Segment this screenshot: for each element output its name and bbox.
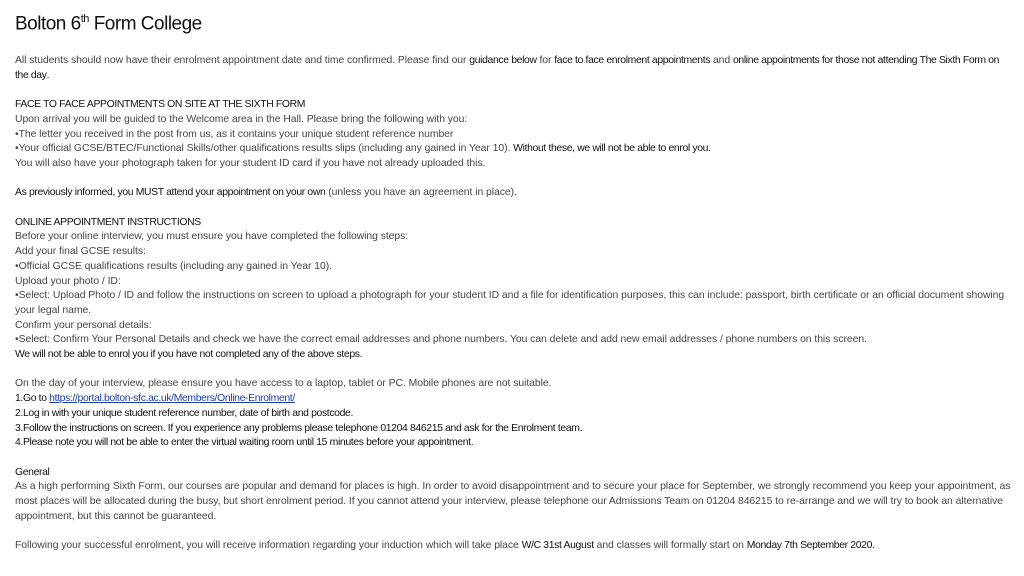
informed-bold: As previously informed, you MUST attend your appointment on your own xyxy=(15,187,326,199)
document-body xyxy=(15,54,1015,554)
face-line: You will also have your photograph taken for your student ID card if you have not already uploaded this. xyxy=(15,157,486,169)
informed-paragraph xyxy=(15,186,1015,201)
intro-text: . xyxy=(46,69,50,81)
step-text: 1.Go to xyxy=(15,393,50,405)
online-line: •Select: Upload Photo / ID and follow the instructions on screen to upload a photograph for your student ID and a file for identification purposes, this can include: passport, birth certificate or an official document showing your legal name. xyxy=(15,290,1005,316)
face-bullet xyxy=(15,142,1015,157)
closing-paragraph xyxy=(15,539,1015,554)
closing-text: Following your successful enrolment, you will receive information regarding your induction which will take place xyxy=(15,540,522,552)
closing-text: and classes will formally start on xyxy=(593,540,747,552)
online-line: Before your online interview, you must ensure you have completed the following steps: xyxy=(15,231,409,243)
online-line: Upload your photo / ID: xyxy=(15,275,121,287)
day-step-2: 2.Log in with your unique student reference number, date of birth and postcode. xyxy=(15,407,353,419)
online-line: Confirm your personal details: xyxy=(15,319,152,331)
online-line: Add your final GCSE results: xyxy=(15,246,146,258)
closing-text: . xyxy=(872,540,875,552)
face-bullet: •The letter you received in the post from us, as it contains your unique student reference number xyxy=(15,128,454,140)
face-heading: FACE TO FACE APPOINTMENTS ON SITE AT THE SIXTH FORM xyxy=(15,99,306,111)
online-line: •Official GCSE qualifications results (including any gained in Year 10). xyxy=(15,260,332,272)
intro-bold-face: face to face enrolment appointments xyxy=(554,55,711,66)
title-text-end: Form College xyxy=(88,13,202,35)
closing-induction-date: W/C 31st August xyxy=(521,540,594,552)
intro-bold-guidance: guidance below xyxy=(469,55,537,66)
face-warning: Without these, we will not be able to enrol you. xyxy=(513,143,711,155)
enrolment-portal-link[interactable]: https://portal.bolton-sfc.ac.uk/Members/Online-Enrolment/ xyxy=(49,393,295,405)
general-heading: General xyxy=(15,466,50,478)
title-superscript: th xyxy=(80,13,89,25)
online-warning: We will not be able to enrol you if you have not completed any of the above steps. xyxy=(15,349,363,361)
day-step-3: 3.Follow the instructions on screen. If you experience any problems please telephone 01204 846215 and ask for the Enrolment team. xyxy=(15,422,583,434)
online-heading: ONLINE APPOINTMENT INSTRUCTIONS xyxy=(15,216,201,228)
intro-bold-online: online appointments for those not attending The Sixth Form on the day xyxy=(15,55,1000,81)
intro-text: and xyxy=(710,55,733,66)
title-text: Bolton 6 xyxy=(15,13,81,35)
intro-text: All students should now have their enrolment appointment date and time confirmed. Please find our xyxy=(15,55,470,66)
face-line: Upon arrival you will be guided to the Welcome area in the Hall. Please bring the following with you: xyxy=(15,113,468,125)
page-title xyxy=(15,13,202,35)
day-line: On the day of your interview, please ensure you have access to a laptop, tablet or PC. Mobile phones are not suitable. xyxy=(15,378,552,390)
informed-text: (unless you have an agreement in place). xyxy=(325,187,517,199)
closing-start-date: Monday 7th September 2020 xyxy=(746,540,872,552)
face-bullet-text: •Your official GCSE/BTEC/Functional Skills/other qualifications results slips (including any gained in Year 10). xyxy=(15,143,514,155)
intro-paragraph xyxy=(15,54,1015,83)
online-line: •Select: Confirm Your Personal Details and check we have the correct email addresses and phone numbers. You can delete and add new email addresses / phone numbers on this screen. xyxy=(15,334,867,346)
day-step-1 xyxy=(15,392,1015,407)
day-step-4: 4.Please note you will not be able to enter the virtual waiting room until 15 minutes before your appointment. xyxy=(15,437,474,449)
general-paragraph: As a high performing Sixth Form, our courses are popular and demand for places is high. In order to avoid disappointment and to secure your place for September, we strongly recommend you keep your appointment, as most places will be allocated during the busy, but short enrolment period. If you cannot attend your interview, please telephone our Admissions Team on 01204 846215 to re-arrange and we will try to book an alternative appointment, but this cannot be guaranteed. xyxy=(15,481,1011,522)
intro-text: for xyxy=(536,55,555,66)
